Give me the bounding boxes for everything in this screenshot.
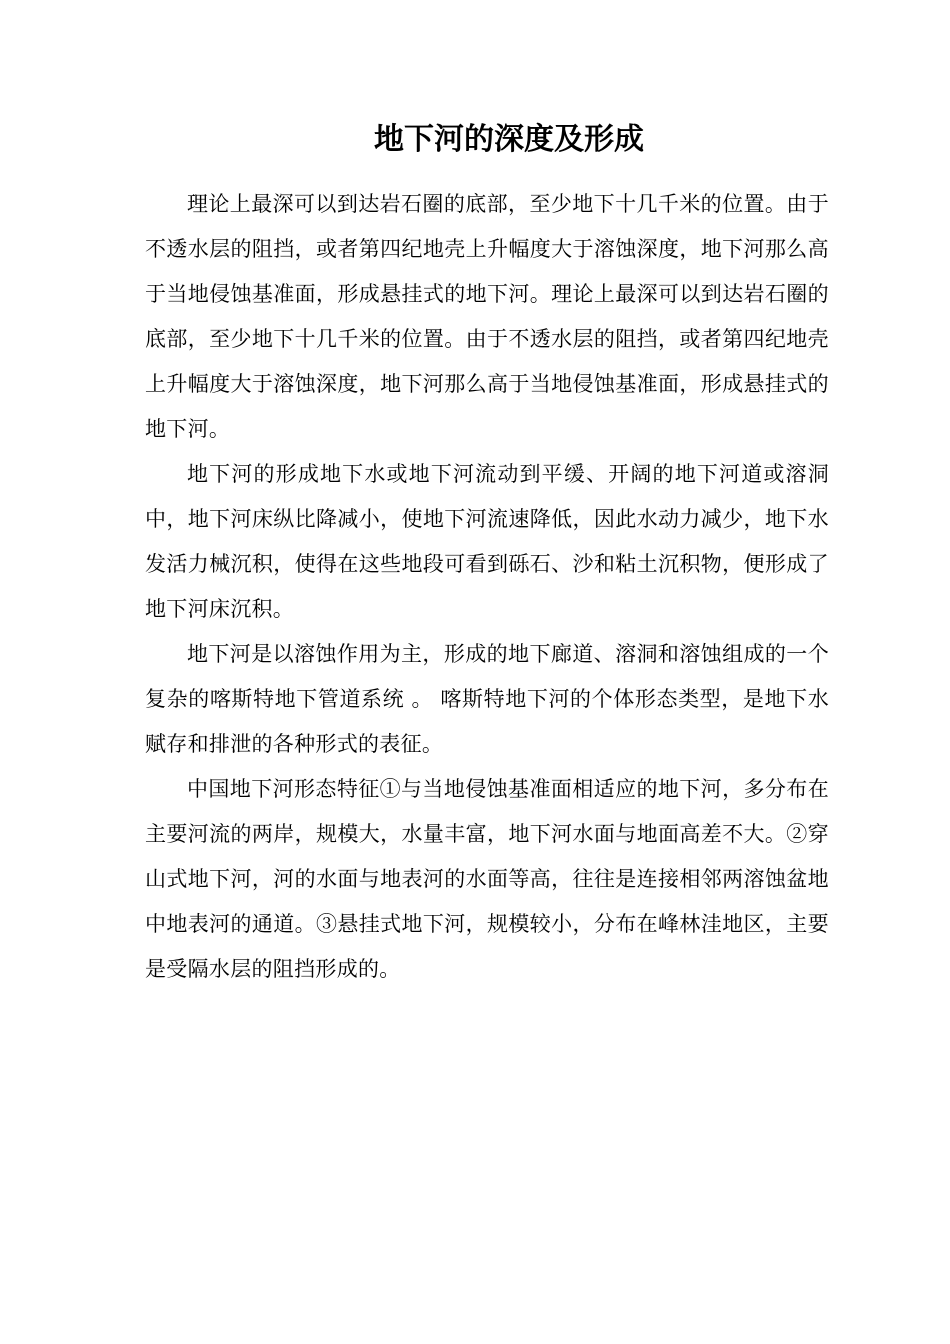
paragraph-china-features: 中国地下河形态特征①与当地侵蚀基准面相适应的地下河，多分布在主要河流的两岸，规模大，水量丰富，地下河水面与地面高差不大。②穿山式地下河，河的水面与地表河的水面等高，往往是连接相邻两溶蚀盆地中地表河的通道。③悬挂式地下河，规模较小，分布在峰林洼地区，主要是受隔水层的阻挡形成的。 [145, 777, 829, 981]
paragraph-formation: 地下河的形成地下水或地下河流动到平缓、开阔的地下河道或溶洞中，地下河床纵比降减小，使地下河流速降低，因此水动力减少，地下水发活力械沉积，使得在这些地段可看到砾石、沙和粘土沉积物，便形成了地下河床沉积。 [145, 462, 829, 621]
document-body [145, 182, 829, 992]
paragraph-depth: 理论上最深可以到达岩石圈的底部，至少地下十几千米的位置。由于不透水层的阻挡，或者第四纪地壳上升幅度大于溶蚀深度，地下河那么高于当地侵蚀基准面，形成悬挂式的地下河。理论上最深可以到达岩石圈的底部，至少地下十几千米的位置。由于不透水层的阻挡，或者第四纪地壳上升幅度大于溶蚀深度，地下河那么高于当地侵蚀基准面，形成悬挂式的地下河。 [145, 192, 829, 441]
paragraph-karst-system: 地下河是以溶蚀作用为主，形成的地下廊道、溶洞和溶蚀组成的一个复杂的喀斯特地下管道系统 。 喀斯特地下河的个体形态类型，是地下水赋存和排泄的各种形式的表征。 [145, 642, 829, 756]
document-title: 地下河的深度及形成 [374, 122, 644, 157]
